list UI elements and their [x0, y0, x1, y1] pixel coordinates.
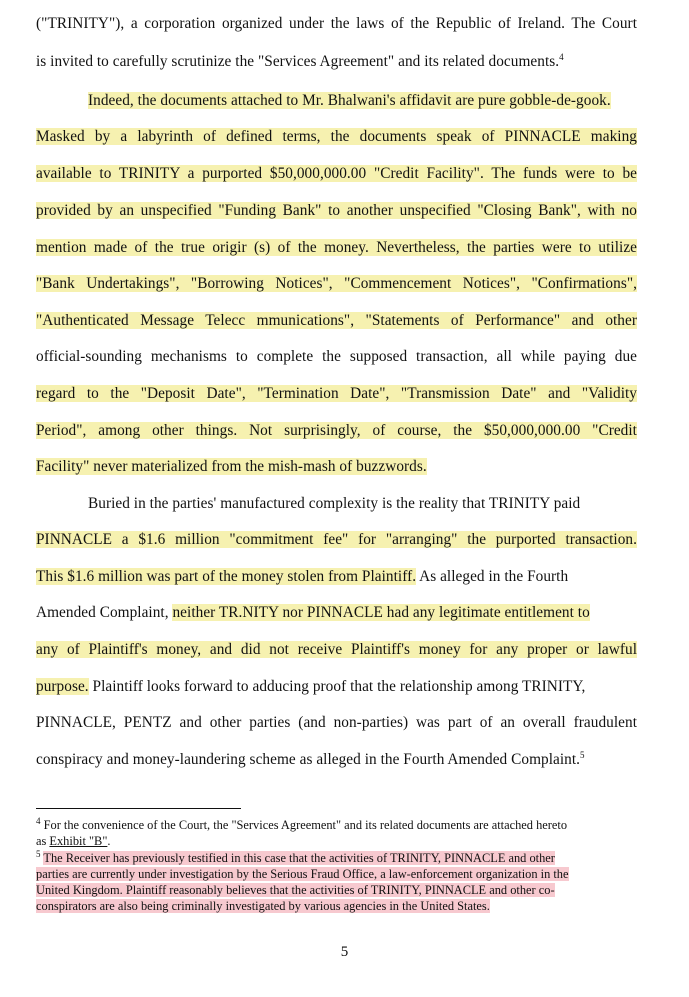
exhibit-reference: Exhibit "B" — [49, 834, 108, 848]
footnote-ref-4: 4 — [559, 51, 564, 62]
footnote-4: $^4$ For the convenience of the Court, the "Services Agreement" and its related documents are attached hereto — [36, 815, 568, 832]
footnote-ref-5: 5 — [580, 749, 585, 760]
body-line: Indeed, the documents attached to Mr. Bhalwani's affidavit are pure gobble-de-gook. — [88, 92, 611, 109]
body-line: ("TRINITY"), a corporation organized under the laws of the Republic of Ireland. The Court — [36, 15, 637, 32]
body-line: This $1.6 million was part of the money stolen from Plaintiff. As alleged in the Fourth — [36, 568, 569, 585]
body-line: regard to the "Deposit Date", "Termination Date", "Transmission Date" and "Validity — [36, 385, 637, 402]
body-line: provided by an unspecified "Funding Bank" to another unspecified "Closing Bank", with no — [36, 202, 637, 219]
page-number: 5 — [340, 944, 349, 960]
body-line: conspiracy and money-laundering scheme as alleged in the Fourth Amended Complaint.$^5$ — [36, 749, 585, 768]
body-line: Facility" never materialized from the mish-mash of buzzwords. — [36, 458, 427, 475]
body-line: PINNACLE a $1.6 million "commitment fee" for "arranging" the purported transaction. — [36, 531, 637, 548]
footnote-4-line2: as Exhibit "B". — [36, 834, 111, 848]
body-line: official-sounding mechanisms to complete the supposed transaction, all while paying due — [36, 348, 637, 365]
footnote-separator — [36, 808, 241, 809]
body-line: "Bank Undertakings", "Borrowing Notices", "Commencement Notices", "Confirmations", — [36, 275, 637, 292]
body-line: available to TRINITY a purported $50,000,000.00 "Credit Facility". The funds were to be — [36, 165, 637, 182]
body-line: Period", among other things. Not surprisingly, of course, the $50,000,000.00 "Credit — [36, 422, 637, 439]
body-line: Buried in the parties' manufactured complexity is the reality that TRINITY paid — [88, 495, 581, 512]
body-line: Masked by a labyrinth of defined terms, the documents speak of PINNACLE making — [36, 128, 637, 145]
footnote-5-line: conspirators are also being criminally investigated by various agencies in the United States. — [36, 899, 490, 913]
footnote-5-line: parties are currently under investigation by the Serious Fraud Office, a law-enforcement organization in the — [36, 867, 569, 881]
body-line: purpose. Plaintiff looks forward to adducing proof that the relationship among TRINITY, — [36, 678, 586, 695]
body-line: is invited to carefully scrutinize the "Services Agreement" and its related documents.$^4$ — [36, 51, 564, 70]
body-line: any of Plaintiff's money, and did not receive Plaintiff's money for any proper or lawful — [36, 641, 637, 658]
footnote-5-line: United Kingdom. Plaintiff reasonably believes that the activities of TRINITY, PINNACLE and other co- — [36, 883, 555, 897]
body-line: PINNACLE, PENTZ and other parties (and non-parties) was part of an overall fraudulent — [36, 714, 637, 731]
body-line: mention made of the true origir (s) of the money. Nevertheless, the parties were to utilize — [36, 239, 637, 256]
footnote-5: $^5$ The Receiver has previously testified in this case that the activities of TRINITY, PINNACLE and other — [36, 848, 555, 865]
body-line: Amended Complaint, neither TR.NITY nor PINNACLE had any legitimate entitlement to — [36, 604, 590, 621]
body-line: "Authenticated Message Telecc mmunications", "Statements of Performance" and other — [36, 312, 637, 329]
